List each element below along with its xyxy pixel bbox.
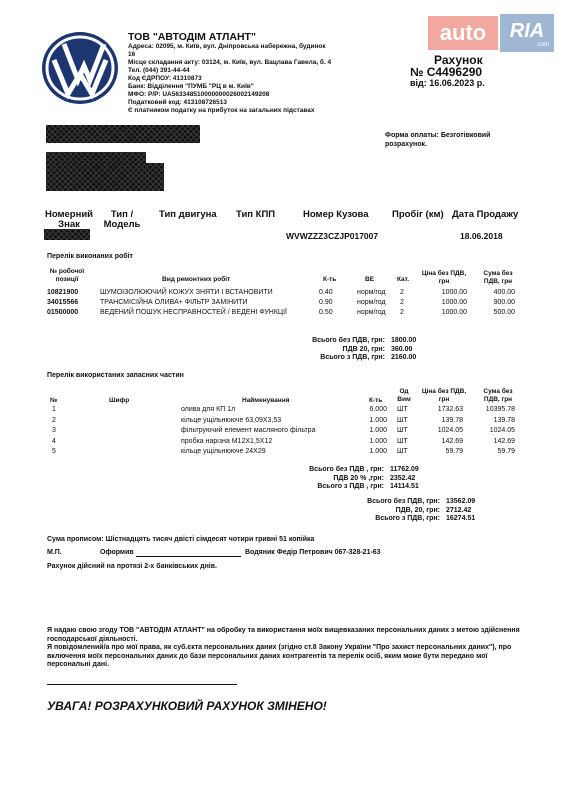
part-num: 2 bbox=[52, 416, 56, 424]
vehicle-model-header: Тип / Модель bbox=[103, 209, 141, 230]
company-name: ТОВ "АВТОДІМ АТЛАНТ" bbox=[128, 31, 256, 43]
total-row bbox=[290, 354, 430, 363]
work-name: ВЕДЕНИЙ ПОШУК НЕСПРАВНОСТЕЙ / ВЕДЕНІ ФУНКЦІЇ bbox=[100, 309, 288, 316]
vehicle-plate-header: Номерний Знак bbox=[44, 209, 94, 230]
work-sum: 900.00 bbox=[493, 299, 515, 306]
company-detail-line: МФО: Р/Р: UA563348510000000026002149208 bbox=[128, 91, 270, 98]
vehicle-gearbox-header: Тип КПП bbox=[236, 209, 276, 220]
part-sum: 10395.78 bbox=[485, 406, 515, 413]
customer-signature-line bbox=[47, 684, 237, 685]
vehicle-mileage-header: Пробіг (км) bbox=[392, 209, 444, 220]
invoice-date: від: 16.06.2023 р. bbox=[410, 78, 485, 88]
consent-block bbox=[47, 627, 525, 670]
redacted-client-name bbox=[46, 125, 200, 143]
signature-underline bbox=[136, 556, 241, 557]
part-row bbox=[47, 427, 521, 437]
part-price: 1732.63 bbox=[437, 406, 463, 413]
total-value: 11762.09 bbox=[390, 466, 419, 473]
part-name: пробка нарізна M12X1,5X12 bbox=[181, 437, 273, 445]
part-price: 139.78 bbox=[441, 416, 463, 424]
company-detail-line: Є платником податку на прибуток на загальних підставах bbox=[128, 107, 315, 114]
vehicle-engine-header: Тип двигуна bbox=[159, 209, 217, 220]
total-value: 2712.42 bbox=[446, 506, 472, 514]
part-num: 3 bbox=[52, 427, 56, 434]
consent-paragraph-2: Я повідомлений/а про мої права, як суб.єкта персональних даних (згідно ст.8 Закону України "Про захист персональних даних"), про включення моїх персональних даних до бази персональних даних контрагентів та перелік осіб, яким може бути передано мої персональні дані. bbox=[47, 644, 512, 668]
total-row bbox=[350, 515, 485, 524]
total-label: ПДВ, 20, грн: bbox=[395, 506, 440, 514]
work-pos: 10821900 bbox=[47, 289, 79, 296]
total-label: Всього з ПДВ, грн: bbox=[375, 515, 440, 522]
total-row bbox=[290, 475, 432, 484]
works-unit-header: ВЕ bbox=[365, 276, 375, 283]
part-name: фільтруючий елемент масляного фільтра bbox=[181, 427, 316, 434]
part-name: кільце ущільнююче 63,09X3,53 bbox=[181, 416, 282, 424]
amount-in-words: Сума прописом: Шістнадцять тисяч двісті сімдесят чотири гривні 51 копійка bbox=[47, 536, 315, 543]
total-value: 2160.00 bbox=[391, 354, 417, 361]
total-label: Всього без ПДВ , грн: bbox=[309, 466, 384, 473]
works-price-header: Ціна без ПДВ, грн bbox=[421, 270, 467, 285]
total-label: ПДВ 20, грн: bbox=[342, 345, 385, 353]
part-name: кільце ущільнююче 24X29 bbox=[181, 448, 266, 455]
work-cat: 2 bbox=[400, 299, 404, 306]
part-row bbox=[47, 448, 521, 458]
parts-qty-header: К-ть bbox=[369, 397, 383, 404]
part-num: 4 bbox=[52, 437, 56, 445]
work-name: ТРАНСМІСІЙНА ОЛИВА+ ФІЛЬТР ЗАМІНИТИ bbox=[100, 299, 248, 306]
company-detail-line: Місце складання акту: 03124, м. Київ, вул. Вацлава Гавела, б. 4 bbox=[128, 59, 332, 66]
invoice-title: Рахунок bbox=[434, 53, 483, 67]
part-qty: 6.000 bbox=[369, 406, 387, 413]
part-unit: ШТ bbox=[397, 427, 408, 434]
responsible-person: Водяник Федір Петрович 067-328-21-63 bbox=[245, 549, 381, 556]
total-label: Всього з ПДВ , грн: bbox=[317, 483, 384, 490]
company-detail-line: Податковий код: 413108726513 bbox=[128, 99, 227, 106]
part-name: олива для КП 1л bbox=[181, 406, 236, 413]
total-label: Всього з ПДВ, грн: bbox=[320, 354, 385, 361]
works-cat-header: Кат. bbox=[397, 276, 410, 283]
work-price: 1000.00 bbox=[441, 299, 467, 306]
works-totals bbox=[290, 337, 430, 363]
part-price: 142.69 bbox=[441, 437, 463, 445]
parts-code-header: Шифр bbox=[109, 397, 130, 404]
parts-num-header: № bbox=[50, 397, 58, 404]
company-detail-line: Тел. (044) 391-44-44 bbox=[128, 67, 190, 74]
vehicle-sale-header: Дата Продажу bbox=[452, 209, 519, 220]
work-qty: 0.90 bbox=[319, 299, 333, 306]
work-sum: 500.00 bbox=[493, 309, 515, 316]
total-row bbox=[290, 337, 430, 346]
part-qty: 1.000 bbox=[369, 416, 387, 424]
company-block bbox=[128, 31, 380, 115]
works-title: Перелік виконаних робіт bbox=[47, 253, 133, 260]
validity-note: Рахунок дійсний на протязі 2-х банківських днів. bbox=[47, 563, 217, 570]
total-value: 14114.51 bbox=[390, 483, 419, 490]
works-qty-header: К-ть bbox=[323, 276, 337, 283]
warning-message: УВАГА! РОЗРАХУНКОВИЙ РАХУНОК ЗМІНЕНО! bbox=[47, 699, 327, 713]
work-sum: 400.00 bbox=[493, 289, 515, 296]
part-sum: 139.78 bbox=[493, 416, 515, 424]
part-num: 5 bbox=[52, 448, 56, 455]
vw-logo bbox=[40, 30, 120, 106]
watermark-left: auto bbox=[428, 16, 498, 50]
vehicle-sale-date: 18.06.2018 bbox=[460, 231, 503, 241]
total-label: Всього без ПДВ, грн: bbox=[312, 337, 385, 344]
stamp-label: М.П. bbox=[47, 549, 62, 556]
company-detail-line: 16 bbox=[128, 51, 136, 58]
part-unit: ШТ bbox=[397, 448, 408, 455]
part-sum: 142.69 bbox=[493, 437, 515, 445]
works-name-header: Вид ремонтних робіт bbox=[162, 276, 231, 283]
total-label: Всього без ПДВ, грн: bbox=[367, 498, 440, 505]
total-row bbox=[350, 507, 485, 516]
work-unit: норм/год bbox=[357, 309, 386, 316]
part-row bbox=[47, 417, 521, 427]
work-row bbox=[47, 309, 521, 329]
redacted-client-details bbox=[46, 163, 164, 191]
total-value: 2352.42 bbox=[390, 474, 416, 482]
autoria-watermark bbox=[428, 12, 556, 54]
total-row bbox=[290, 483, 432, 492]
vehicle-headers bbox=[44, 210, 524, 232]
consent-paragraph-1: Я надаю свою згоду ТОВ "АВТОДІМ АТЛАНТ" на обробку та використання моїх вищевказаних персональних даних з метою здійснення господарської діяльності. bbox=[47, 627, 520, 643]
work-name: ШУМОІЗОЛЮЮЧИЙ КОЖУХ ЗНЯТИ І ВСТАНОВИТИ bbox=[100, 289, 273, 296]
total-value: 1800.00 bbox=[391, 337, 417, 344]
total-row bbox=[350, 498, 485, 507]
work-qty: 0.50 bbox=[319, 309, 333, 316]
parts-unit-header: Од Вим bbox=[397, 388, 411, 403]
redacted-plate bbox=[44, 229, 90, 240]
watermark-right: RIA bbox=[509, 20, 545, 42]
work-qty: 0.40 bbox=[319, 289, 333, 296]
parts-sum-header: Сума без ПДВ, грн bbox=[483, 388, 513, 403]
part-unit: ШТ bbox=[397, 406, 408, 413]
company-detail-line: Адреса: 02095, м. Київ, вул. Дніпровська набережна, будинок bbox=[128, 43, 326, 50]
parts-totals bbox=[290, 466, 432, 492]
work-price: 1000.00 bbox=[441, 289, 467, 296]
watermark-sub: .com bbox=[536, 42, 550, 48]
part-qty: 1.000 bbox=[369, 437, 387, 445]
part-qty: 1.000 bbox=[369, 448, 387, 455]
payment-form: Форма оплаты: Безготівковий розрахунок. bbox=[385, 132, 491, 148]
parts-name-header: Найменування bbox=[242, 397, 290, 404]
invoice-header bbox=[410, 54, 520, 89]
grand-totals bbox=[350, 498, 485, 524]
work-pos: 01500000 bbox=[47, 309, 79, 316]
formed-label: Оформив bbox=[100, 549, 134, 556]
invoice-number: № С4496290 bbox=[410, 65, 483, 79]
part-row bbox=[47, 406, 521, 416]
work-pos: 34015566 bbox=[47, 299, 79, 306]
part-row bbox=[47, 438, 521, 448]
company-details bbox=[128, 43, 380, 115]
part-sum: 1024.05 bbox=[489, 427, 515, 434]
part-unit: ШТ bbox=[397, 437, 408, 445]
company-detail-line: Код ЄДРПОУ: 41310873 bbox=[128, 75, 202, 82]
parts-title: Перелік використаних запасних частин bbox=[47, 372, 184, 379]
part-price: 59.79 bbox=[445, 448, 463, 455]
company-detail-line: Банк: Відділення "ПУМБ "РЦ в м. Київ" bbox=[128, 83, 254, 90]
total-value: 16274.51 bbox=[446, 515, 476, 522]
work-unit: норм/год bbox=[357, 299, 386, 306]
work-cat: 2 bbox=[400, 289, 404, 296]
work-price: 1000.00 bbox=[441, 309, 467, 316]
part-qty: 1.000 bbox=[369, 427, 387, 434]
part-num: 1 bbox=[52, 406, 56, 413]
total-label: ПДВ 20 % ,грн: bbox=[333, 474, 384, 482]
vehicle-vin-header: Номер Кузова bbox=[303, 209, 369, 220]
total-row bbox=[290, 346, 430, 355]
work-unit: норм/год bbox=[357, 289, 386, 296]
part-sum: 59.79 bbox=[497, 448, 515, 455]
total-value: 360.00 bbox=[391, 345, 413, 353]
works-sum-header: Сума без ПДВ, грн bbox=[483, 270, 513, 285]
vehicle-vin: WVWZZZ3CZJP017007 bbox=[286, 231, 379, 241]
work-cat: 2 bbox=[400, 309, 404, 316]
part-unit: ШТ bbox=[397, 416, 408, 424]
part-price: 1024.05 bbox=[437, 427, 463, 434]
total-row bbox=[290, 466, 432, 475]
total-value: 13562.09 bbox=[446, 498, 476, 505]
signature-line bbox=[47, 549, 507, 558]
parts-price-header: Ціна без ПДВ, грн bbox=[421, 388, 467, 403]
works-pos-header: № робочої позиції bbox=[49, 268, 85, 283]
